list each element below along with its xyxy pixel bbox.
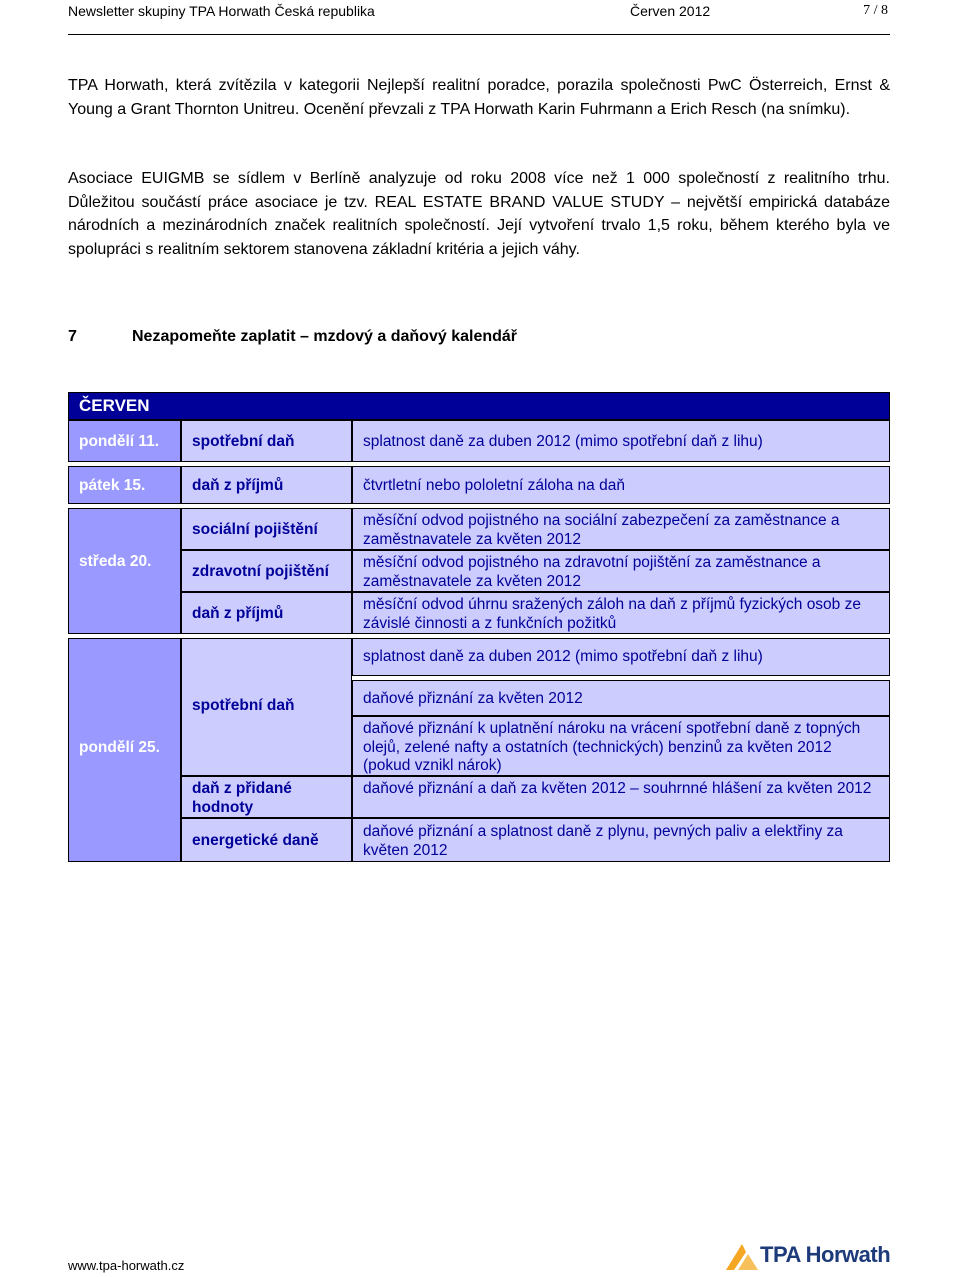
month-header — [68, 392, 890, 420]
day-label: pondělí 25. — [79, 739, 160, 756]
desc-text: splatnost daně za duben 2012 (mimo spotřební daň z lihu) — [363, 648, 763, 665]
page-number: 7 / 8 — [863, 3, 888, 18]
desc-cell — [352, 716, 890, 776]
paragraph-award: TPA Horwath, která zvítězila v kategorii Nejlepší realitní poradce, porazila společnosti PwC Österreich, Ernst & Young a Grant Thornton Unitreu. Ocenění převzali z TPA Horwath Karin Fuhrmann a Erich Resch (na snímku). — [68, 77, 890, 118]
tax-label: spotřební daň — [192, 433, 295, 450]
desc-cell — [352, 776, 890, 818]
tax-label: energetické daně — [192, 832, 319, 849]
section-number: 7 — [68, 328, 77, 345]
day-cell-20 — [68, 508, 181, 634]
tax-label: daň z přidané hodnoty — [192, 780, 292, 816]
desc-text: měsíční odvod pojistného na zdravotní pojištění za zaměstnance a zaměstnavatele za květen 2012 — [363, 554, 821, 590]
tax-label: sociální pojištění — [192, 521, 318, 538]
footer-url[interactable]: www.tpa-horwath.cz — [68, 1258, 185, 1273]
section-title: Nezapomeňte zaplatit – mzdový a daňový kalendář — [132, 328, 518, 345]
tax-cell — [181, 638, 352, 776]
tax-label: zdravotní pojištění — [192, 563, 329, 580]
tax-calendar-table — [68, 392, 890, 862]
tax-cell — [181, 550, 352, 592]
day-cell-15 — [68, 466, 181, 504]
tax-cell — [181, 818, 352, 862]
desc-text: měsíční odvod pojistného na sociální zabezpečení za zaměstnance a zaměstnavatele za květen 2012 — [363, 512, 840, 548]
desc-cell — [352, 420, 890, 462]
tax-label: spotřební daň — [192, 697, 295, 714]
company-logo — [724, 1238, 894, 1272]
desc-cell — [352, 550, 890, 592]
desc-text: daňové přiznání a daň za květen 2012 – souhrnné hlášení za květen 2012 — [363, 780, 872, 797]
day-label: pondělí 11. — [79, 433, 160, 450]
desc-text: daňové přiznání k uplatnění nároku na vrácení spotřební daně z topných olejů, zelené nafty a ostatních (technických) benzinů za květen 2012 (pokud vznikl nárok) — [363, 720, 861, 774]
logo-text: TPA Horwath — [760, 1242, 891, 1267]
newsletter-date: Červen 2012 — [630, 3, 711, 19]
logo-mark-icon — [724, 1238, 764, 1272]
tax-label: daň z příjmů — [192, 605, 284, 622]
day-label: pátek 15. — [79, 477, 146, 494]
desc-cell — [352, 818, 890, 862]
desc-text: daňové přiznání za květen 2012 — [363, 690, 583, 707]
section-heading — [68, 326, 890, 348]
day-cell-11 — [68, 420, 181, 462]
desc-text: daňové přiznání a splatnost daně z plynu, pevných paliv a elektřiny za květen 2012 — [363, 823, 843, 859]
tax-label: daň z příjmů — [192, 477, 284, 494]
desc-text: měsíční odvod úhrnu sražených záloh na daň z příjmů fyzických osob ze závislé činnosti a z funkčních požitků — [363, 596, 861, 632]
paragraph-association: Asociace EUIGMB se sídlem v Berlíně analyzuje od roku 2008 více než 1 000 společností z realitního trhu. Důležitou součástí práce asociace je tzv. REAL ESTATE BRAND VALUE STUDY – největší empirická databáze národních a mezinárodních značek realitních společností. Její vytvoření trvalo 1,5 roku, během kterého byla ve spolupráci s realitním sektorem stanovena základní kritéria a jejich váhy. — [68, 170, 890, 258]
desc-text: čtvrtletní nebo pololetní záloha na daň — [363, 477, 625, 494]
desc-text: splatnost daně za duben 2012 (mimo spotřební daň z lihu) — [363, 433, 763, 450]
desc-cell — [352, 466, 890, 504]
desc-cell — [352, 508, 890, 550]
page-header — [68, 0, 890, 35]
tax-cell — [181, 466, 352, 504]
desc-cell — [352, 680, 890, 716]
desc-cell — [352, 638, 890, 676]
desc-cell — [352, 592, 890, 634]
tax-cell — [181, 508, 352, 550]
newsletter-title: Newsletter skupiny TPA Horwath Česká republika — [68, 3, 375, 19]
day-cell-25 — [68, 638, 181, 862]
tax-cell — [181, 592, 352, 634]
tax-cell — [181, 420, 352, 462]
tax-cell — [181, 776, 352, 818]
day-label: středa 20. — [79, 553, 152, 570]
month-label: ČERVEN — [79, 396, 150, 415]
